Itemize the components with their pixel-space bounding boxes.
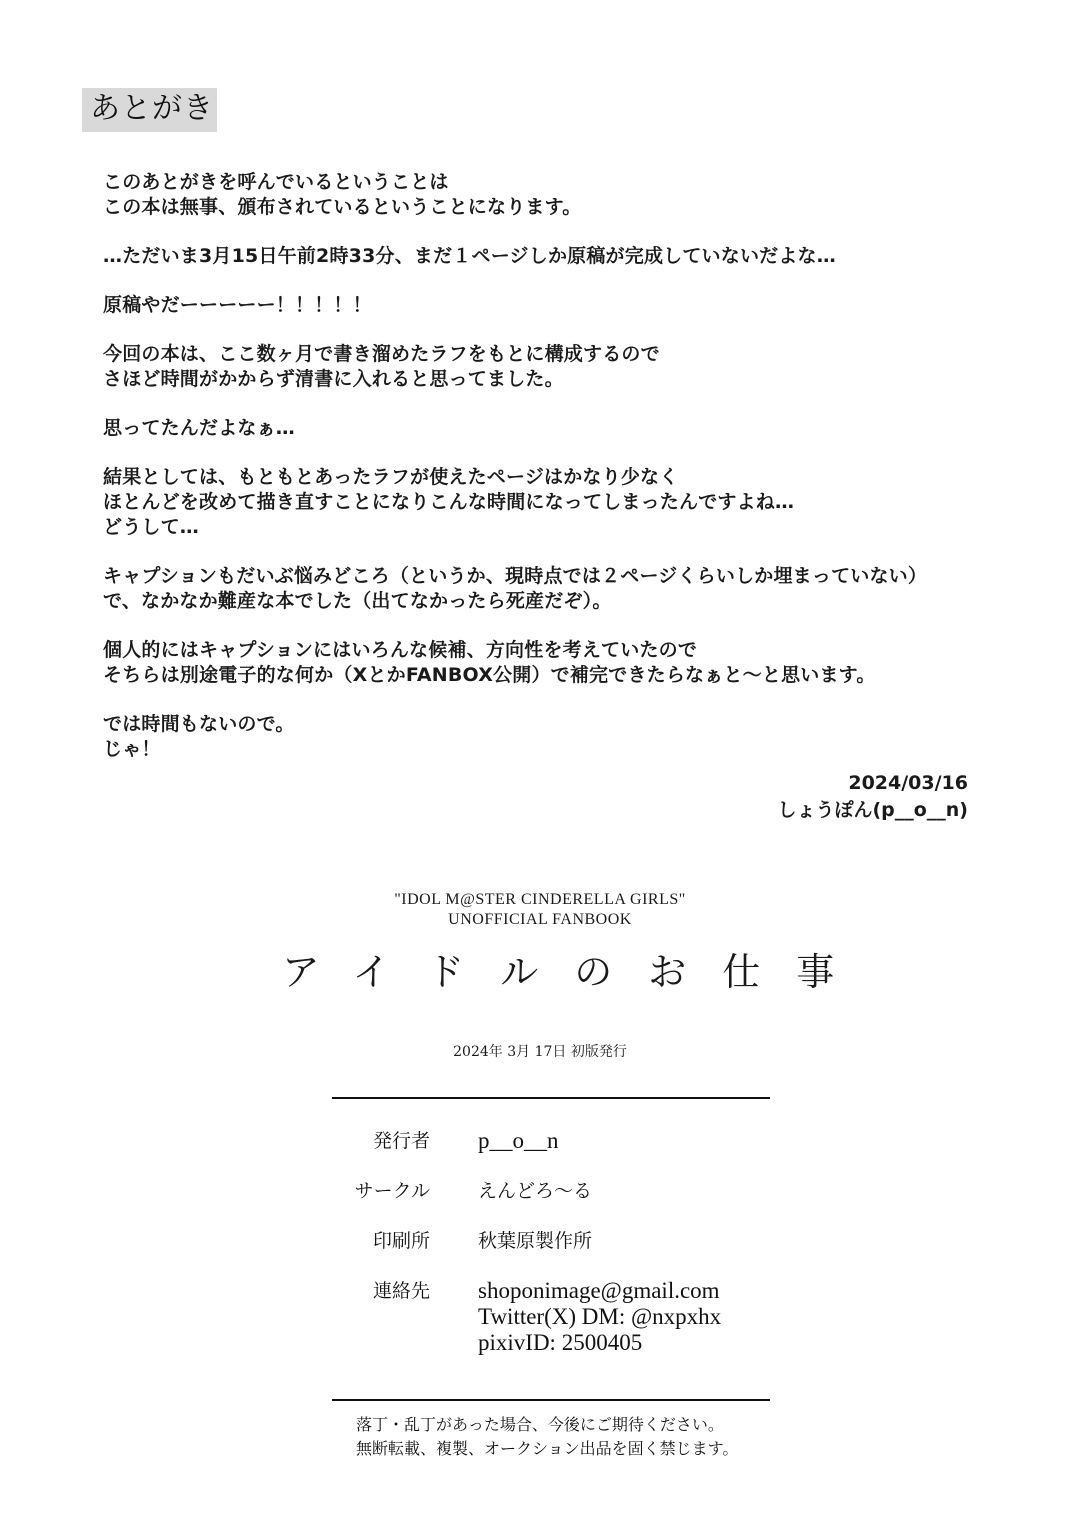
text-line: この本は無事、頒布されているということになります。 [103, 196, 582, 218]
publish-date: 2024年 3月 17日 初版発行 [453, 1044, 627, 1060]
paragraph [103, 244, 983, 269]
colophon-info-table [330, 1128, 790, 1380]
info-label: 印刷所 [372, 1230, 430, 1252]
bottom-rule [332, 1399, 770, 1401]
text-line: では時間もないので。 [103, 713, 295, 735]
paragraph [103, 416, 983, 441]
notice-line: 無断転載、複製、オークション出品を固く禁じます。 [356, 1439, 739, 1458]
text-line: そちらは別途電子的な何か（XとかFANBOX公開）で補完できたらなぁと〜と思います。 [103, 664, 876, 686]
info-row-contact [330, 1278, 790, 1356]
info-row-printer [330, 1228, 790, 1254]
publisher-name: p__o__n [478, 1128, 559, 1153]
text-line: さほど時間がかからず清書に入れると思ってました。 [103, 368, 564, 390]
info-value [478, 1228, 592, 1254]
printer-name: 秋葉原製作所 [478, 1230, 593, 1252]
series-line: UNOFFICIAL FANBOOK [448, 911, 632, 928]
series-line: "IDOL M@STER CINDERELLA GIRLS" [394, 891, 686, 908]
text-line: どうして… [103, 516, 200, 538]
signature-date: 2024/03/16 [848, 772, 968, 794]
info-label: 連絡先 [372, 1280, 430, 1302]
paragraph [103, 465, 983, 540]
info-row-publisher [330, 1128, 790, 1154]
contact-email: shoponimage@gmail.com [478, 1278, 720, 1303]
contact-pixiv: pixivID: 2500405 [478, 1330, 643, 1355]
paragraph [103, 293, 983, 318]
text-line: 思ってたんだよなぁ… [103, 417, 296, 439]
info-value [478, 1278, 721, 1356]
text-line: 個人的にはキャプションにはいろんな候補、方向性を考えていたので [103, 639, 698, 661]
paragraph [103, 170, 983, 220]
info-value [478, 1178, 592, 1204]
text-line: …ただいま3月15日午前2時33分、まだ１ページしか原稿が完成していないだよな… [103, 245, 836, 267]
text-line: ほとんどを改めて描き直すことになりこんな時間になってしまったんですよね… [103, 491, 795, 513]
top-rule [332, 1097, 770, 1099]
info-label: サークル [354, 1180, 430, 1202]
text-line: 今回の本は、ここ数ヶ月で書き溜めたラフをもとに構成するので [103, 343, 660, 365]
contact-twitter: Twitter(X) DM: @nxpxhx [478, 1304, 722, 1329]
info-row-circle [330, 1178, 790, 1204]
paragraph [103, 564, 983, 614]
signature [777, 770, 968, 824]
paragraph [103, 638, 983, 688]
circle-name: えんどろ〜る [478, 1180, 593, 1202]
paragraph [103, 712, 983, 762]
text-line: 結果としては、もともとあったラフが使えたページはかなり少なく [103, 466, 679, 488]
text-line: キャプションもだいぶ悩みどころ（というか、現時点では２ページくらいしか埋まっていない） [103, 565, 928, 587]
info-value [478, 1128, 559, 1154]
book-title: アイドルのお仕事 [281, 950, 871, 994]
text-line: じゃ！ [103, 738, 161, 760]
afterword-body [103, 170, 983, 786]
signature-author: しょうぽん(p__o__n) [777, 799, 968, 821]
notice-line: 落丁・乱丁があった場合、今後にご期待ください。 [356, 1415, 724, 1434]
afterword-heading: あとがき [90, 91, 214, 126]
text-line: 原稿やだーーーーー！！！！！ [103, 294, 372, 316]
text-line: で、なかなか難産な本でした（出てなかったら死産だぞ）。 [103, 590, 612, 612]
notice [356, 1413, 738, 1461]
series-title [0, 890, 1080, 930]
text-line: このあとがきを呼んでいるということは [103, 171, 449, 193]
paragraph [103, 342, 983, 392]
info-label: 発行者 [372, 1130, 430, 1152]
